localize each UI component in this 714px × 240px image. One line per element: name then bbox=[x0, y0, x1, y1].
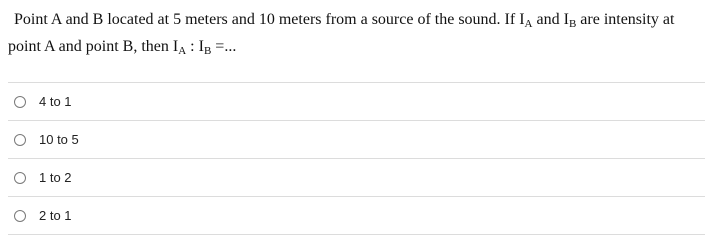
subscript-b: B bbox=[568, 18, 577, 30]
answer-option-4[interactable] bbox=[8, 197, 705, 235]
option-label: 1 to 2 bbox=[39, 170, 72, 185]
option-label: 2 to 1 bbox=[39, 208, 72, 223]
option-label: 10 to 5 bbox=[39, 132, 79, 147]
subscript-a: A bbox=[524, 18, 533, 30]
subscript-b: B bbox=[203, 45, 212, 57]
question-fragment: : I bbox=[186, 38, 204, 55]
answer-option-2[interactable] bbox=[8, 121, 705, 159]
radio-button[interactable] bbox=[14, 134, 26, 146]
option-label: 4 to 1 bbox=[39, 94, 72, 109]
question-fragment: Point A and B located at 5 meters and 10 meters from a source of the sound. If I bbox=[14, 11, 525, 28]
question-line-2 bbox=[8, 33, 708, 60]
answer-options bbox=[8, 82, 705, 235]
question-fragment: point A and point B, then I bbox=[8, 38, 179, 55]
question-text bbox=[8, 6, 708, 60]
radio-button[interactable] bbox=[14, 96, 26, 108]
subscript-a: A bbox=[178, 45, 187, 57]
question-fragment: =... bbox=[211, 38, 237, 55]
question-line-1 bbox=[8, 6, 708, 33]
answer-option-3[interactable] bbox=[8, 159, 705, 197]
radio-button[interactable] bbox=[14, 172, 26, 184]
question-fragment: and I bbox=[532, 11, 569, 28]
question-fragment: are intensity at bbox=[576, 11, 675, 28]
answer-option-1[interactable] bbox=[8, 83, 705, 121]
radio-button[interactable] bbox=[14, 210, 26, 222]
